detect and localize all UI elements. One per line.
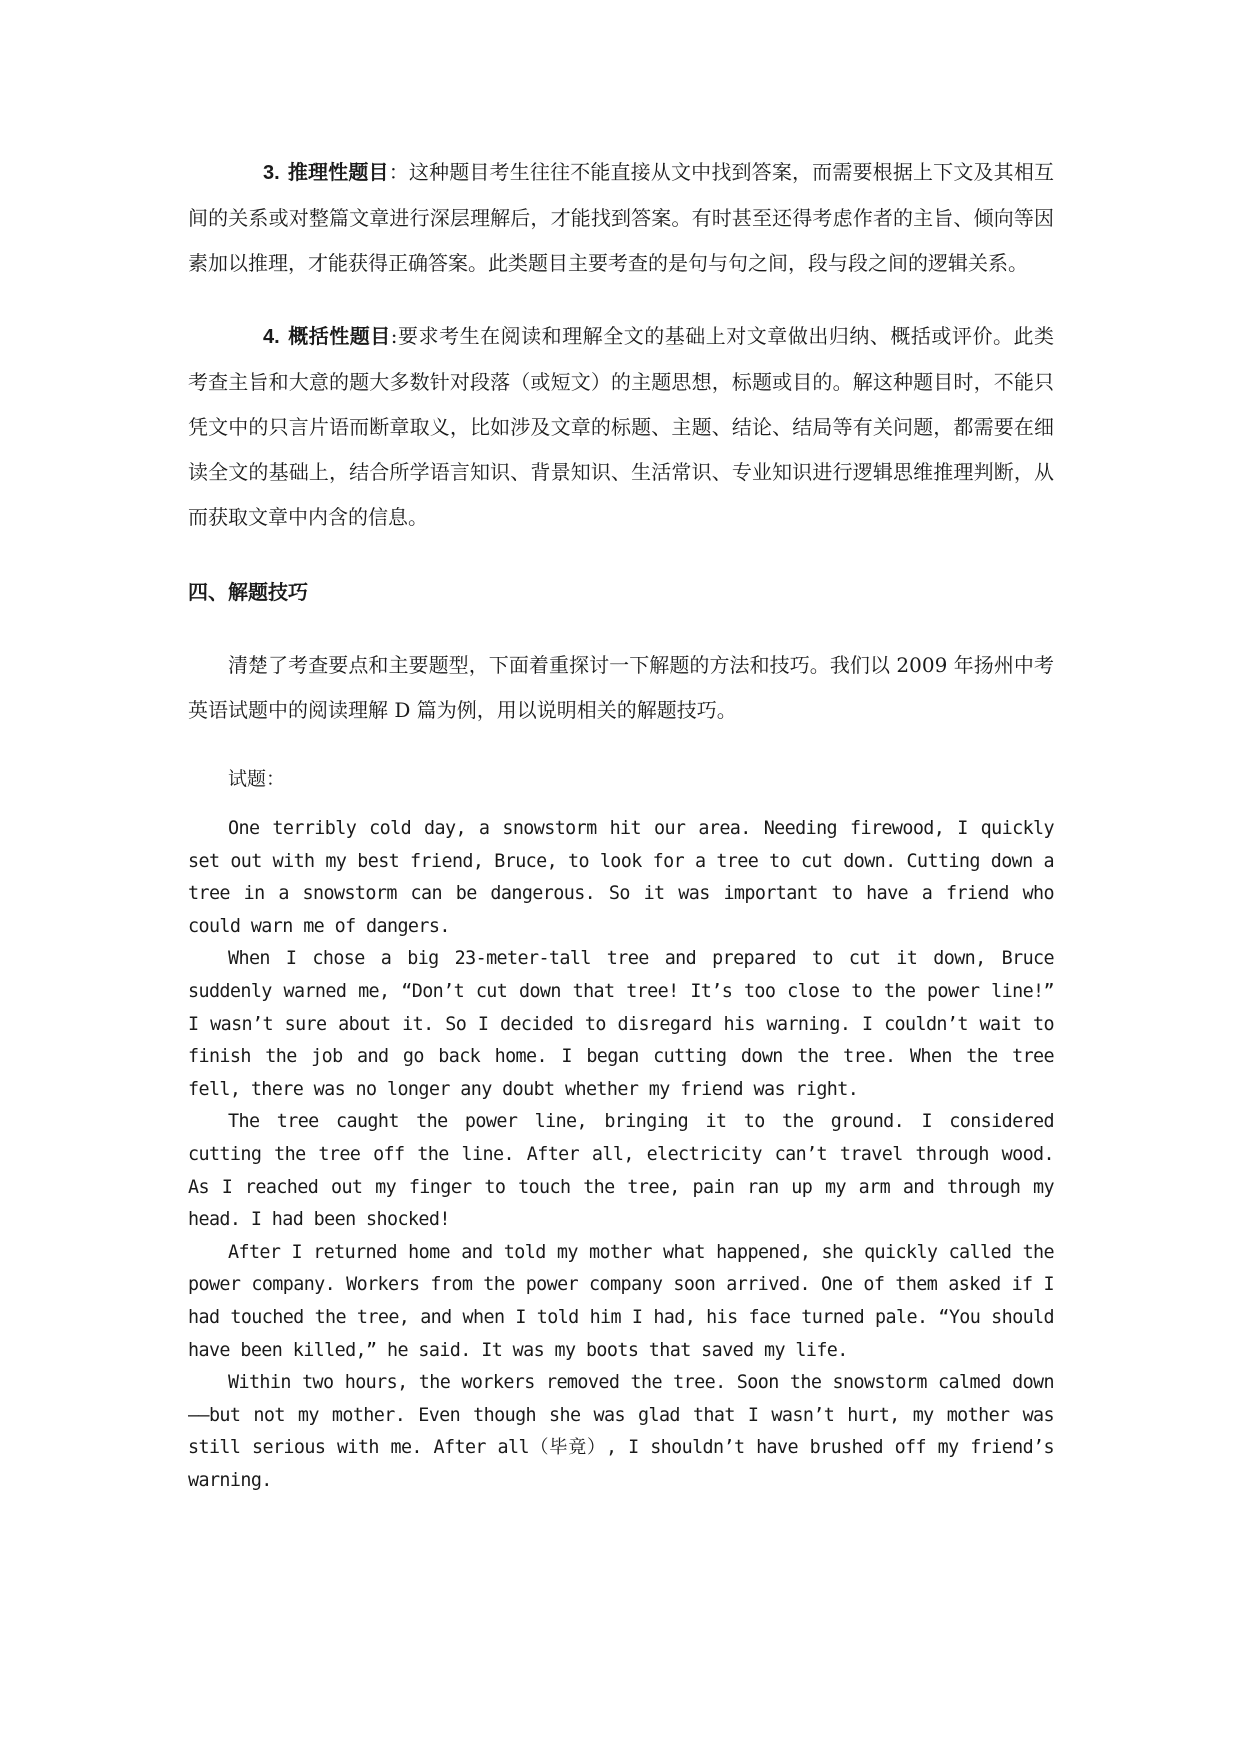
section-3-separator: ： (388, 160, 409, 184)
spacer (188, 286, 1054, 314)
passage-paragraph: The tree caught the power line, bringing it to the ground. I considered cutting the tree off the line. After all, electricity can’t travel through wood. As I reached out my finger to touch the tree, pain ran up my arm and through my head. I had been shocked! (188, 1111, 1054, 1231)
section-3-number: 3. (263, 162, 280, 184)
passage-paragraph: When I chose a big 23-meter-tall tree and prepared to cut it down, Bruce suddenly warned me, “Don’t cut down that tree! It’s too close to the power line!” I wasn’t sure about it. So I decided to disregard his warning. I couldn’t wait to finish the job and go back home. I began cutting down the tree. When the tree fell, there was no longer any doubt whether my friend was right. (188, 948, 1054, 1100)
spacer (188, 540, 1054, 570)
section-4-number: 4. (263, 326, 280, 348)
intro-paragraph: 清楚了考查要点和主要题型，下面着重探讨一下解题的方法和技巧。我们以 2009 年扬州中考英语试题中的阅读理解 D 篇为例，用以说明相关的解题技巧。 (188, 653, 1054, 722)
passage-paragraph: One terribly cold day, a snowstorm hit our area. Needing firewood, I quickly set out with my best friend, Bruce, to look for a tree to cut down. Cutting down a tree in a snowstorm can be dangerous. So it was important to have a friend who could warn me of dangers. (188, 818, 1054, 937)
passage-paragraph: Within two hours, the workers removed the tree. Soon the snowstorm calmed down——but not my mother. Even though she was glad that I wasn’t hurt, my mother was still serious with me. After all（毕竟）, I shouldn’t have brushed off my friend’s warning. (188, 1372, 1054, 1491)
section-4-separator: : (390, 324, 398, 348)
spacer (188, 799, 1054, 813)
section-3-paragraph (188, 150, 1054, 286)
section-3-text: 这种题目考生往往不能直接从文中找到答案，而需要根据上下文及其相互间的关系或对整篇文章进行深层理解后，才能找到答案。有时甚至还得考虑作者的主旨、倾向等因素加以推理，才能获得正确答案。此类题目主要考查的是句与句之间，段与段之间的逻辑关系。 (188, 160, 1055, 275)
spacer (188, 615, 1054, 643)
section-4-paragraph (188, 314, 1054, 540)
document-page (188, 150, 1054, 1497)
spacer (188, 733, 1054, 759)
section-3-title: 推理性题目 (287, 160, 389, 184)
section-4-text: 要求考生在阅读和理解全文的基础上对文章做出归纳、概括或评价。此类考查主旨和大意的题大多数针对段落（或短文）的主题思想，标题或目的。解这种题目时，不能只凭文中的只言片语而断章取义，比如涉及文章的标题、主题、结论、结局等有关问题，都需要在细读全文的基础上，结合所学语言知识、背景知识、生活常识、专业知识进行逻辑思维推理判断，从而获取文章中内含的信息。 (188, 324, 1055, 529)
section-heading-solving-techniques: 四、解题技巧 (188, 580, 308, 604)
section-4-title: 概括性题目 (287, 324, 391, 348)
question-label: 试题： (228, 768, 286, 790)
passage-paragraph: After I returned home and told my mother what happened, she quickly called the power company. Workers from the power company soon arrived. One of them asked if I had touched the tree, and when I told him I had, his face turned pale. “You should have been killed,” he said. It was my boots that saved my life. (188, 1241, 1054, 1361)
